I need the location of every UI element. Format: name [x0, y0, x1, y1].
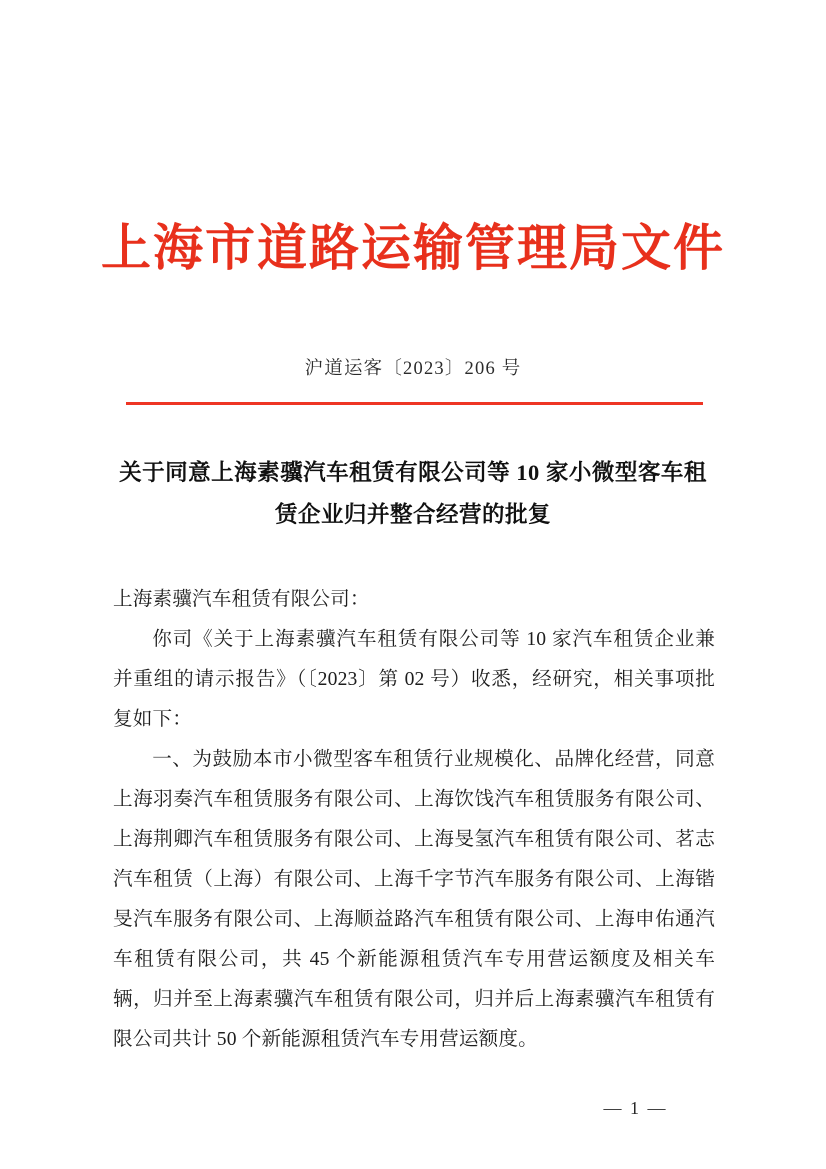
document-header — [0, 218, 826, 279]
page-footer — [0, 1098, 826, 1119]
page-title: 关于同意上海素骥汽车租赁有限公司等 10 家小微型客车租赁企业归并整合经营的批复 — [119, 460, 707, 527]
body-paragraph-item-1: 一、为鼓励本市小微型客车租赁行业规模化、品牌化经营，同意上海羽奏汽车租赁服务有限公司、上海饮饯汽车租赁服务有限公司、上海荆卿汽车租赁服务有限公司、上海旻氢汽车租赁有限公司、茗志汽车租赁（上海）有限公司、上海千字节汽车服务有限公司、上海锴旻汽车服务有限公司、上海顺益路汽车租赁有限公司、上海申佑通汽车租赁有限公司，共 45 个新能源租赁汽车专用营运额度及相关车辆，归并至上海素骥汽车租赁有限公司，归并后上海素骥汽车租赁有限公司共计 50 个新能源租赁汽车专用营运额度。 — [113, 749, 715, 1050]
page-number-label: — 1 — — [603, 1098, 668, 1118]
header-divider-rule — [126, 402, 703, 405]
body-paragraph-intro: 你司《关于上海素骥汽车租赁有限公司等 10 家汽车租赁企业兼并重组的请示报告》（〔2023〕第 02 号）收悉，经研究，相关事项批复如下： — [113, 629, 715, 730]
document-number: 沪道运客〔2023〕206 号 — [304, 359, 522, 379]
recipient-line: 上海素骥汽车租赁有限公司： — [113, 589, 370, 610]
document-body — [113, 580, 715, 1060]
issuing-authority-banner: 上海市道路运输管理局文件 — [101, 220, 725, 276]
